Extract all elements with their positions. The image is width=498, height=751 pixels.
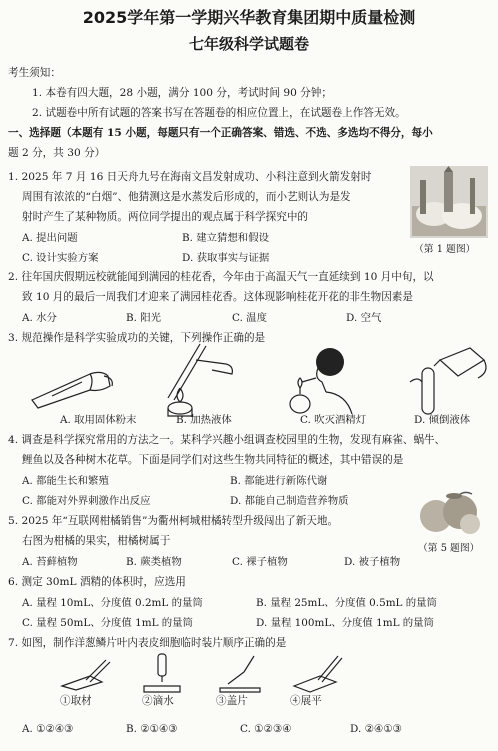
q3-option-d: D. 倾倒液体 — [414, 414, 471, 426]
q1-line-2: 周围有浓浓的“白烟”、他猜测这是水蒸发后形成的，而小艺则认为是发 — [22, 191, 351, 203]
q7-step-1-label: ①取材 — [60, 695, 92, 707]
heating-liquid-illustration — [160, 340, 240, 418]
q7-option-b: B. ②①④③ — [126, 723, 178, 735]
q7-line-1: 7. 如图，制作洋葱鳞片叶内表皮细胞临时装片顺序正确的是 — [8, 637, 287, 649]
powder-scoop-illustration — [30, 356, 116, 412]
q3-line-1: 3. 规范操作是科学实验成功的关键，下列操作正确的是 — [8, 332, 266, 344]
q1-line-1: 1. 2025 年 7 月 16 日天舟九号在海南文昌发射成功、小科注意到火箭发射时 — [8, 171, 372, 183]
q6-option-c: C. 量程 50mL、分度值 1mL 的量筒 — [22, 617, 193, 629]
q5-option-d: D. 被子植物 — [344, 556, 401, 568]
notice-heading: 考生须知： — [8, 67, 61, 79]
exam-title: 2025学年第一学期兴华教育集团期中质量检测 — [82, 8, 416, 27]
section-1-heading-line-1: 一、选择题（本题有 15 小题，每题只有一个正确答案、错选、不选、多选均不得分，每小 — [8, 127, 433, 139]
q4-line-1: 4. 调查是科学探究常用的方法之一。某科学兴趣小组调查校园里的生物，发现有麻雀、蜗牛、 — [8, 434, 446, 446]
rocket-launch-photo — [410, 166, 488, 238]
notice-item-2: 2. 试题卷中所有试题的答案书写在答题卷的相应位置上，在试题卷上作答无效。 — [32, 107, 406, 119]
q2-option-b: B. 阳光 — [126, 312, 162, 324]
q1-option-a: A. 提出问题 — [22, 232, 78, 244]
step-drop-water-illustration — [140, 652, 186, 694]
q2-option-d: D. 空气 — [346, 312, 382, 324]
step-spread-flat-illustration — [290, 652, 346, 694]
q3-option-a: A. 取用固体粉末 — [60, 414, 137, 426]
q3-option-c: C. 吹灭酒精灯 — [300, 414, 367, 426]
q5-figure-caption: （第 5 题图） — [418, 543, 480, 554]
q4-option-a: A. 都能生长和繁殖 — [22, 475, 109, 487]
q7-step-3-label: ③盖片 — [216, 695, 248, 707]
q2-line-2: 致 10 月的最后一周我们才迎来了满园桂花香。这体现影响桂花开花的非生物因素是 — [22, 291, 413, 303]
q5-option-c: C. 裸子植物 — [232, 556, 288, 568]
q6-option-b: B. 量程 25mL、分度值 0.5mL 的量筒 — [256, 597, 437, 609]
q1-figure-caption: （第 1 题图） — [414, 244, 476, 255]
q6-line-1: 6. 测定 30mL 酒精的体积时，应选用 — [8, 576, 186, 588]
q1-option-d: D. 获取事实与证据 — [182, 252, 270, 264]
q6-option-a: A. 量程 10mL、分度值 0.2mL 的量筒 — [22, 597, 203, 609]
q2-option-c: C. 温度 — [232, 312, 267, 324]
q7-step-4-label: ④展平 — [290, 695, 322, 707]
q2-line-1: 2. 往年国庆假期远校就能闻到满园的桂花香，今年由于高温天气一直延续到 10 月中旬，以 — [8, 271, 434, 283]
q4-option-c: C. 都能对外界刺激作出反应 — [22, 495, 151, 507]
q1-line-3: 射时产生了某种物质。两位同学提出的观点属于科学探究中的 — [22, 211, 309, 223]
q5-option-b: B. 蕨类植物 — [126, 556, 182, 568]
blowing-lamp-illustration — [286, 338, 366, 418]
q5-option-a: A. 苔藓植物 — [22, 556, 78, 568]
citrus-fruit-photo — [414, 490, 488, 536]
q5-line-1: 5. 2025 年“互联网柑橘销售”为衢州柯城柑橘转型升级闯出了新天地。 — [8, 515, 339, 527]
pouring-liquid-illustration — [400, 342, 492, 420]
q3-option-b: B. 加热液体 — [176, 414, 232, 426]
exam-subtitle: 七年级科学试题卷 — [188, 35, 309, 53]
section-1-heading-line-2: 题 2 分，共 30 分） — [8, 147, 106, 159]
notice-item-1: 1. 本卷有四大题，28 小题，满分 100 分，考试时间 90 分钟； — [32, 87, 332, 99]
q4-option-d: D. 都能自己制造营养物质 — [230, 495, 349, 507]
step-cover-slip-illustration — [214, 652, 266, 694]
q7-step-2-label: ②滴水 — [142, 695, 174, 707]
q4-option-b: B. 都能进行新陈代谢 — [230, 475, 328, 487]
q7-option-d: D. ②④①③ — [350, 723, 402, 735]
q7-option-a: A. ①②④③ — [22, 723, 74, 735]
q5-line-2: 右图为柑橘的果实，柑橘树属于 — [22, 535, 171, 547]
q7-option-c: C. ①②③④ — [240, 723, 292, 735]
q2-option-a: A. 水分 — [22, 312, 57, 324]
q4-line-2: 鲤鱼以及各种树木花草。下面是同学们对这些生物共同特征的概述，其中错误的是 — [22, 454, 404, 466]
q6-option-d: D. 量程 100mL、分度值 1mL 的量筒 — [256, 617, 434, 629]
step-take-material-illustration — [60, 656, 118, 692]
q1-option-c: C. 设计实验方案 — [22, 252, 99, 264]
q1-option-b: B. 建立猜想和假设 — [182, 232, 269, 244]
